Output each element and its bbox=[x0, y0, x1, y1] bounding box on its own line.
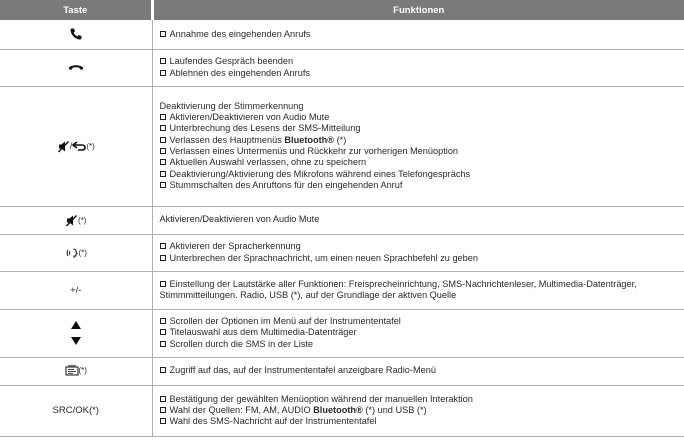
function-item: Aktivieren der Spracherkennung bbox=[160, 241, 681, 252]
key-cell bbox=[0, 309, 152, 357]
key-cell bbox=[0, 385, 152, 436]
checkbox-square-icon bbox=[160, 58, 166, 64]
functions-cell bbox=[152, 357, 684, 385]
function-item: Unterbrechung des Lesens der SMS-Mitteilung bbox=[160, 123, 681, 134]
function-item: Deaktivierung/Aktivierung des Mikrofons während eines Telefongesprächs bbox=[160, 169, 681, 180]
checkbox-square-icon bbox=[160, 171, 166, 177]
return-arrow-icon bbox=[72, 141, 86, 151]
checkbox-square-icon bbox=[160, 418, 166, 424]
phone-answer-icon bbox=[69, 27, 83, 41]
voice-recognition-icon bbox=[65, 247, 79, 259]
key-cell: (*) bbox=[0, 234, 152, 271]
functions-cell bbox=[152, 385, 684, 436]
checkbox-square-icon bbox=[160, 396, 166, 402]
table-header bbox=[0, 0, 684, 20]
function-item: Aktuellen Auswahl verlassen, ohne zu speichern bbox=[160, 157, 681, 168]
checkbox-square-icon bbox=[160, 182, 166, 188]
functions-cell bbox=[152, 49, 684, 86]
functions-cell bbox=[152, 86, 684, 206]
table-row bbox=[0, 206, 684, 234]
checkbox-square-icon bbox=[160, 31, 166, 37]
checkbox-square-icon bbox=[160, 281, 166, 287]
key-cell bbox=[0, 271, 152, 309]
functions-cell bbox=[152, 206, 684, 234]
checkbox-square-icon bbox=[160, 125, 166, 131]
checkbox-square-icon bbox=[160, 159, 166, 165]
key-cell: (*) bbox=[0, 206, 152, 234]
checkbox-square-icon bbox=[160, 367, 166, 373]
checkbox-square-icon bbox=[160, 341, 166, 347]
checkbox-square-icon bbox=[160, 114, 166, 120]
functions-cell bbox=[152, 20, 684, 49]
function-item: Unterbrechen der Sprachnachricht, um einen neuen Sprachbefehl zu geben bbox=[160, 253, 681, 264]
table-row bbox=[0, 234, 684, 271]
table-row bbox=[0, 20, 684, 49]
table-row bbox=[0, 357, 684, 385]
key-cell bbox=[0, 49, 152, 86]
function-item: Annahme des eingehenden Anrufs bbox=[160, 29, 681, 40]
src-ok-key-label: SRC/OK(*) bbox=[52, 405, 99, 416]
function-item: Aktivieren/Deaktivieren von Audio Mute bbox=[160, 112, 681, 123]
checkbox-square-icon bbox=[160, 318, 166, 324]
checkbox-square-icon bbox=[160, 70, 166, 76]
function-item: Scrollen der Optionen im Menü auf der Instrumententafel bbox=[160, 316, 681, 327]
functions-cell bbox=[152, 234, 684, 271]
functions-cell bbox=[152, 271, 684, 309]
function-item: Wahl des SMS-Nachricht auf der Instrumententafel bbox=[160, 416, 681, 427]
table-row bbox=[0, 309, 684, 357]
up-down-arrows-icon bbox=[70, 319, 82, 347]
checkbox-square-icon bbox=[160, 407, 166, 413]
key-cell: / (*) bbox=[0, 86, 152, 206]
function-item: Wahl der Quellen: FM, AM, AUDIO Bluetooth® (*) und USB (*) bbox=[160, 405, 681, 416]
radio-menu-icon bbox=[65, 365, 79, 376]
function-item: Bestätigung der gewählten Menüoption während der manuellen Interaktion bbox=[160, 394, 681, 405]
phone-hangup-icon bbox=[68, 62, 84, 72]
checkbox-square-icon bbox=[160, 329, 166, 335]
function-item: Aktivieren/Deaktivieren von Audio Mute bbox=[159, 214, 320, 225]
checkbox-square-icon bbox=[160, 255, 166, 261]
table-row bbox=[0, 86, 684, 206]
table-row bbox=[0, 49, 684, 86]
header-functions: Funktionen bbox=[152, 0, 684, 20]
function-item: Stummschalten des Anruftons für den eingehenden Anruf bbox=[160, 180, 681, 191]
checkbox-square-icon bbox=[160, 137, 166, 143]
mute-icon bbox=[65, 214, 78, 227]
checkbox-square-icon bbox=[160, 148, 166, 154]
function-item: Einstellung der Lautstärke aller Funktionen: Freisprecheinrichtung, SMS-Nachrichtenleser, Multimedia-Datenträger, Stimmmitteilungen. Radio, USB (*), auf der Grundlage der aktiven Quelle bbox=[159, 278, 637, 300]
key-cell: (*) bbox=[0, 357, 152, 385]
mute-icon bbox=[57, 140, 70, 153]
functions-cell bbox=[152, 309, 684, 357]
table-row bbox=[0, 385, 684, 436]
function-item: Ablehnen des eingehenden Anrufs bbox=[160, 68, 681, 79]
function-item: Scrollen durch die SMS in der Liste bbox=[160, 339, 681, 350]
header-key: Taste bbox=[0, 0, 152, 20]
key-cell bbox=[0, 20, 152, 49]
table-row bbox=[0, 271, 684, 309]
volume-key-label: +/- bbox=[70, 284, 82, 296]
function-item: Titelauswahl aus dem Multimedia-Datenträger bbox=[160, 327, 681, 338]
function-item: Laufendes Gespräch beenden bbox=[160, 56, 681, 67]
function-item: Verlassen eines Untermenüs und Rückkehr zur vorherigen Menüoption bbox=[160, 146, 681, 157]
function-item: Deaktivierung der Stimmerkennung bbox=[159, 100, 304, 111]
function-item: Verlassen des Hauptmenüs Bluetooth® (*) bbox=[160, 135, 681, 146]
checkbox-square-icon bbox=[160, 243, 166, 249]
function-item: Zugriff auf das, auf der Instrumententafel anzeigbare Radio-Menü bbox=[160, 365, 681, 376]
